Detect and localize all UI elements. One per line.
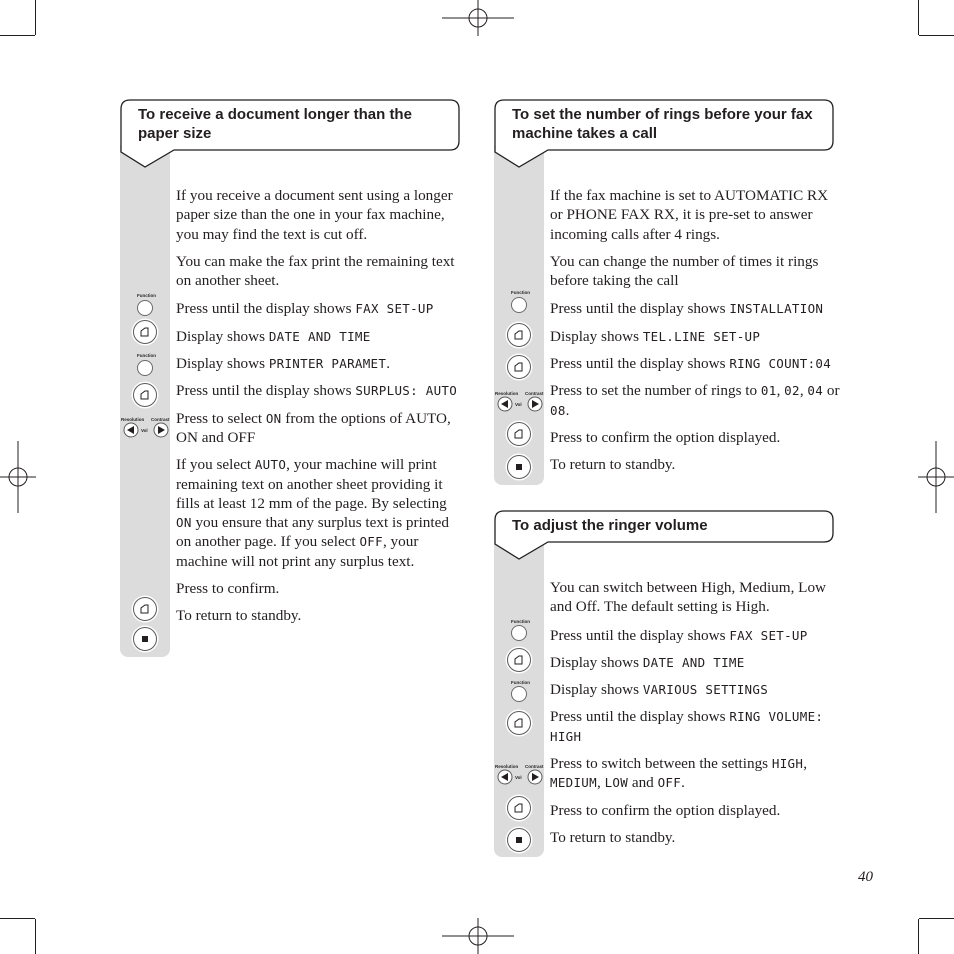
step-row: Press until the display shows FAX SET-UP bbox=[550, 626, 808, 644]
function-label: Function bbox=[511, 680, 530, 685]
section-title: To receive a document longer than the paper size bbox=[138, 106, 412, 142]
resolution-label: Resolution bbox=[495, 391, 519, 396]
function-label: Function bbox=[511, 619, 530, 624]
ok-button-icon bbox=[507, 711, 531, 735]
ok-button-icon bbox=[507, 422, 531, 446]
step-row: To return to standby. bbox=[550, 456, 676, 474]
intro-paragraph: You can change the number of times it rings before taking the call bbox=[550, 252, 819, 290]
display-code: FAX SET-UP bbox=[355, 301, 434, 317]
function-button-icon bbox=[137, 300, 153, 316]
step-row: To return to standby. bbox=[176, 607, 302, 625]
function-label: Function bbox=[511, 290, 530, 295]
page-number: 40 bbox=[858, 869, 873, 885]
ok-button-icon bbox=[507, 648, 531, 672]
function-button-icon bbox=[511, 625, 527, 641]
ok-button-icon bbox=[507, 796, 531, 820]
display-code: TEL.LINE SET-UP bbox=[642, 328, 761, 344]
step-text: Display shows bbox=[176, 355, 269, 373]
resolution-label: Resolution bbox=[121, 417, 145, 422]
step-text: Press until the display shows bbox=[176, 300, 356, 318]
registration-mark bbox=[918, 441, 954, 513]
contrast-label: Contrast bbox=[525, 764, 544, 769]
stop-button-icon bbox=[507, 828, 531, 852]
vol-label: Vol bbox=[141, 428, 148, 433]
step-row bbox=[176, 381, 466, 400]
crop-mark bbox=[919, 35, 954, 36]
crop-mark bbox=[918, 919, 919, 954]
display-code: DATE AND TIME bbox=[642, 654, 745, 670]
display-code: RING VOLUME: HIGH bbox=[550, 709, 824, 744]
step-row: Press to confirm. bbox=[176, 580, 280, 598]
vol-label: Vol bbox=[515, 775, 522, 780]
intro-paragraph: If you receive a document sent using a longer paper size than the one in your fax machine, you may find the text is cut off. bbox=[176, 187, 453, 243]
step-row: To return to standby. bbox=[550, 828, 676, 846]
display-code: SURPLUS: AUTO bbox=[355, 383, 458, 399]
function-label: Function bbox=[137, 353, 156, 358]
crop-mark bbox=[918, 0, 919, 35]
step-text: Press until the display shows bbox=[176, 382, 356, 400]
registration-mark bbox=[442, 918, 514, 954]
section-title: To set the number of rings before your fax machine takes a call bbox=[512, 106, 813, 142]
crop-mark bbox=[0, 35, 35, 36]
section-header bbox=[494, 99, 834, 151]
section-header bbox=[120, 99, 460, 151]
section-rings bbox=[494, 99, 839, 489]
crop-mark bbox=[35, 0, 36, 35]
stop-button-icon bbox=[507, 455, 531, 479]
crop-mark bbox=[35, 919, 36, 954]
display-code: VARIOUS SETTINGS bbox=[642, 682, 769, 698]
function-button-icon bbox=[511, 297, 527, 313]
vol-label: Vol bbox=[515, 402, 522, 407]
step-row: Display shows TEL.LINE SET-UP bbox=[550, 327, 761, 345]
step-row: Press until the display shows INSTALLATION bbox=[550, 300, 824, 318]
step-row: Press until the display shows RING VOLUME: HIGH bbox=[550, 708, 824, 744]
intro-paragraph: You can make the fax print the remaining text on another sheet. bbox=[176, 252, 455, 290]
instructions bbox=[550, 186, 840, 475]
function-label: Function bbox=[137, 293, 156, 298]
step-row: Display shows VARIOUS SETTINGS bbox=[550, 681, 769, 699]
instructions bbox=[550, 578, 840, 847]
contrast-label: Contrast bbox=[525, 391, 544, 396]
intro-paragraph: You can switch between High, Medium, Low and Off. The default setting is High. bbox=[550, 579, 827, 616]
function-button-icon bbox=[137, 360, 153, 376]
section-title: To adjust the ringer volume bbox=[512, 517, 708, 534]
contrast-label: Contrast bbox=[151, 417, 170, 422]
ok-button-icon bbox=[133, 383, 157, 407]
step-row: Press to set the number of rings to 01, 02, 04 or 08. bbox=[550, 382, 840, 419]
crop-mark bbox=[919, 918, 954, 919]
step-row: Press to confirm the option displayed. bbox=[550, 428, 781, 446]
step-row: Press to switch between the settings HIGH, MEDIUM, LOW and OFF. bbox=[550, 755, 807, 792]
display-code: DATE AND TIME bbox=[268, 328, 371, 344]
ok-button-icon bbox=[507, 355, 531, 379]
ok-button-icon bbox=[133, 597, 157, 621]
step-row: Press to select ON from the options of AUTO, ON and OFF bbox=[176, 409, 451, 446]
display-code: PRINTER PARAMET bbox=[268, 356, 387, 372]
step-row bbox=[176, 327, 466, 346]
crop-mark bbox=[0, 918, 35, 919]
display-code: RING COUNT:04 bbox=[729, 356, 832, 372]
step-row bbox=[176, 299, 466, 318]
explanation-paragraph: If you select AUTO, your machine will print remaining text on another sheet providing it fills at least 12 mm of the page. By selecting ON you ensure that any surplus text is printed on another page. If you select OFF, your machine will not print any surplus text. bbox=[176, 456, 449, 570]
display-code: FAX SET-UP bbox=[729, 627, 808, 643]
intro-paragraph: If the fax machine is set to AUTOMATIC RX or PHONE FAX RX, it is pre-set to answer incoming calls after 4 rings. bbox=[550, 187, 829, 243]
ok-button-icon bbox=[507, 323, 531, 347]
display-code: INSTALLATION bbox=[729, 301, 824, 317]
step-row: Press to confirm the option displayed. bbox=[550, 801, 781, 819]
registration-mark bbox=[0, 441, 36, 513]
instructions bbox=[176, 186, 466, 626]
stop-button-icon bbox=[133, 627, 157, 651]
step-row: Display shows PRINTER PARAMET. bbox=[176, 355, 391, 373]
step-text: Display shows bbox=[176, 327, 269, 345]
resolution-label: Resolution bbox=[495, 764, 519, 769]
display-code: ON bbox=[265, 410, 282, 426]
registration-mark bbox=[442, 0, 514, 36]
function-button-icon bbox=[511, 686, 527, 702]
section-header bbox=[494, 510, 834, 550]
step-row: Display shows DATE AND TIME bbox=[550, 653, 745, 671]
section-volume bbox=[494, 510, 839, 860]
step-row: Press until the display shows RING COUNT:04 bbox=[550, 355, 832, 373]
ok-button-icon bbox=[133, 320, 157, 344]
section-receive-long bbox=[120, 99, 465, 659]
